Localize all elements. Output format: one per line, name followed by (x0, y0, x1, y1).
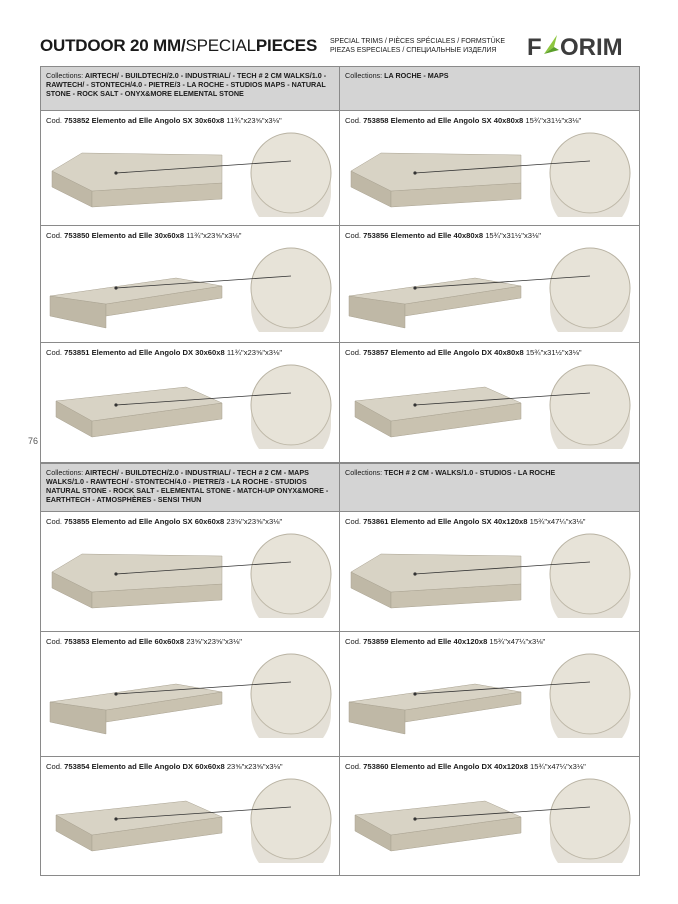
magnifier-circle (251, 248, 331, 328)
pointer-dot (413, 692, 416, 695)
leaf-icon (544, 35, 559, 54)
title-bold-2: PIECES (255, 36, 318, 55)
collections-cell-right (340, 464, 639, 511)
pointer-dot (114, 817, 117, 820)
collections-row-1 (41, 67, 639, 111)
product-code: Cod. 753852 Elemento ad Elle Angolo SX 30x60x8 11¾"x23⅝"x3⅛" (46, 116, 282, 125)
pointer-dot (413, 286, 416, 289)
collections-text: Collections: AIRTECH/ - BUILDTECH/2.0 - INDUSTRIAL/ - TECH # 2 CM - MAPS WALKS/1.0 - RAWTECH/ - STONTECH/4.0 - PIETRE/3 - LA ROCHE - STUDIOS NATURAL STONE - ROCK SALT - ELEMENTAL STONE - MATCH-UP ONYX&MORE - EARTHTECH - ATMOSPHÈRES - SENSI THUN (46, 468, 329, 504)
magnifier-circle (550, 779, 630, 859)
product-illustration (46, 652, 336, 738)
product-row (41, 757, 639, 875)
title-light: SPECIAL (185, 36, 256, 55)
magnifier-circle (251, 365, 331, 445)
collections-row-2 (41, 463, 639, 512)
product-cell (340, 632, 639, 756)
product-illustration (345, 246, 635, 332)
product-row (41, 343, 639, 463)
product-row (41, 226, 639, 343)
product-illustration (345, 131, 635, 217)
product-code: Cod. 753861 Elemento ad Elle Angolo SX 40x120x8 15¾"x47¼"x3⅛" (345, 517, 586, 526)
product-code: Cod. 753859 Elemento ad Elle 40x120x8 15¾"x47¼"x3⅛" (345, 637, 546, 646)
product-code: Cod. 753853 Elemento ad Elle 60x60x8 23⅝"x23⅝"x3⅛" (46, 637, 242, 646)
product-code: Cod. 753855 Elemento ad Elle Angolo SX 60x60x8 23⅝"x23⅝"x3⅛" (46, 517, 283, 526)
magnifier-circle (251, 779, 331, 859)
product-illustration (46, 131, 336, 217)
pointer-dot (413, 572, 416, 575)
subtitle-line-2: PIEZAS ESPECIALES / СПЕЦИАЛЬНЫЕ ИЗДЕЛИЯ (330, 46, 497, 54)
product-cell (41, 512, 340, 631)
logo-letters-orim: ORIM (560, 34, 623, 60)
product-illustration (46, 246, 336, 332)
magnifier-circle (550, 365, 630, 445)
magnifier-circle (251, 534, 331, 614)
product-cell (41, 343, 340, 462)
product-code: Cod. 753860 Elemento ad Elle Angolo DX 40x120x8 15¾"x47¼"x3⅛" (345, 762, 586, 771)
page-subtitle (330, 38, 505, 55)
product-cell (41, 111, 340, 225)
pointer-dot (413, 171, 416, 174)
product-cell (340, 111, 639, 225)
product-code: Cod. 753858 Elemento ad Elle Angolo SX 40x80x8 15¾"x31½"x3⅛" (345, 116, 582, 125)
pointer-dot (114, 171, 117, 174)
product-row (41, 512, 639, 632)
collections-text: Collections: AIRTECH/ - BUILDTECH/2.0 - INDUSTRIAL/ - TECH # 2 CM WALKS/1.0 - RAWTECH/ - STONTECH/4.0 - PIETRE/3 - LA ROCHE - STUDIOS MAPS - NATURAL STONE - ROCK SALT - ONYX&MORE ELEMENTAL STONE (46, 71, 327, 98)
pointer-dot (114, 286, 117, 289)
magnifier-circle (550, 534, 630, 614)
product-cell (340, 343, 639, 462)
product-cell (340, 757, 639, 875)
product-code: Cod. 753854 Elemento ad Elle Angolo DX 60x60x8 23⅝"x23⅝"x3⅛" (46, 762, 283, 771)
collections-cell-right (340, 67, 639, 110)
title-bold: OUTDOOR 20 MM/ (40, 36, 186, 55)
product-code: Cod. 753857 Elemento ad Elle Angolo DX 40x80x8 15¾"x31½"x3⅛" (345, 348, 582, 357)
product-row (41, 632, 639, 757)
product-illustration (345, 652, 635, 738)
magnifier-circle (550, 654, 630, 734)
product-grid (40, 66, 640, 876)
subtitle-line-1: SPECIAL TRIMS / PIÈCES SPÉCIALES / FORMSTÜKE (330, 38, 506, 45)
page-header (40, 32, 640, 62)
collections-text: Collections: LA ROCHE - MAPS (345, 71, 449, 80)
pointer-dot (114, 692, 117, 695)
florim-logo (527, 32, 640, 60)
product-illustration (345, 363, 635, 449)
product-code: Cod. 753850 Elemento ad Elle 30x60x8 11¾"x23⅝"x3⅛" (46, 231, 242, 240)
product-illustration (345, 532, 635, 618)
product-illustration (46, 532, 336, 618)
magnifier-circle (251, 654, 331, 734)
product-code: Cod. 753856 Elemento ad Elle 40x80x8 15¾"x31½"x3⅛" (345, 231, 541, 240)
collections-cell-left (41, 67, 340, 110)
product-cell (41, 632, 340, 756)
product-cell (41, 226, 340, 342)
product-illustration (46, 777, 336, 863)
collections-text: Collections: TECH # 2 CM - WALKS/1.0 - STUDIOS - LA ROCHE (345, 468, 556, 477)
pointer-dot (413, 817, 416, 820)
product-cell (41, 757, 340, 875)
page-title (40, 36, 317, 56)
page-number: 76 (28, 436, 39, 446)
magnifier-circle (550, 248, 630, 328)
product-row (41, 111, 639, 226)
product-code: Cod. 753851 Elemento ad Elle Angolo DX 30x60x8 11¾"x23⅝"x3⅛" (46, 348, 283, 357)
pointer-dot (114, 403, 117, 406)
collections-cell-left (41, 464, 340, 511)
product-illustration (46, 363, 336, 449)
product-cell (340, 226, 639, 342)
product-illustration (345, 777, 635, 863)
product-cell (340, 512, 639, 631)
magnifier-circle (251, 133, 331, 213)
pointer-dot (413, 403, 416, 406)
pointer-dot (114, 572, 117, 575)
magnifier-circle (550, 133, 630, 213)
logo-letter-f: F (527, 34, 542, 60)
